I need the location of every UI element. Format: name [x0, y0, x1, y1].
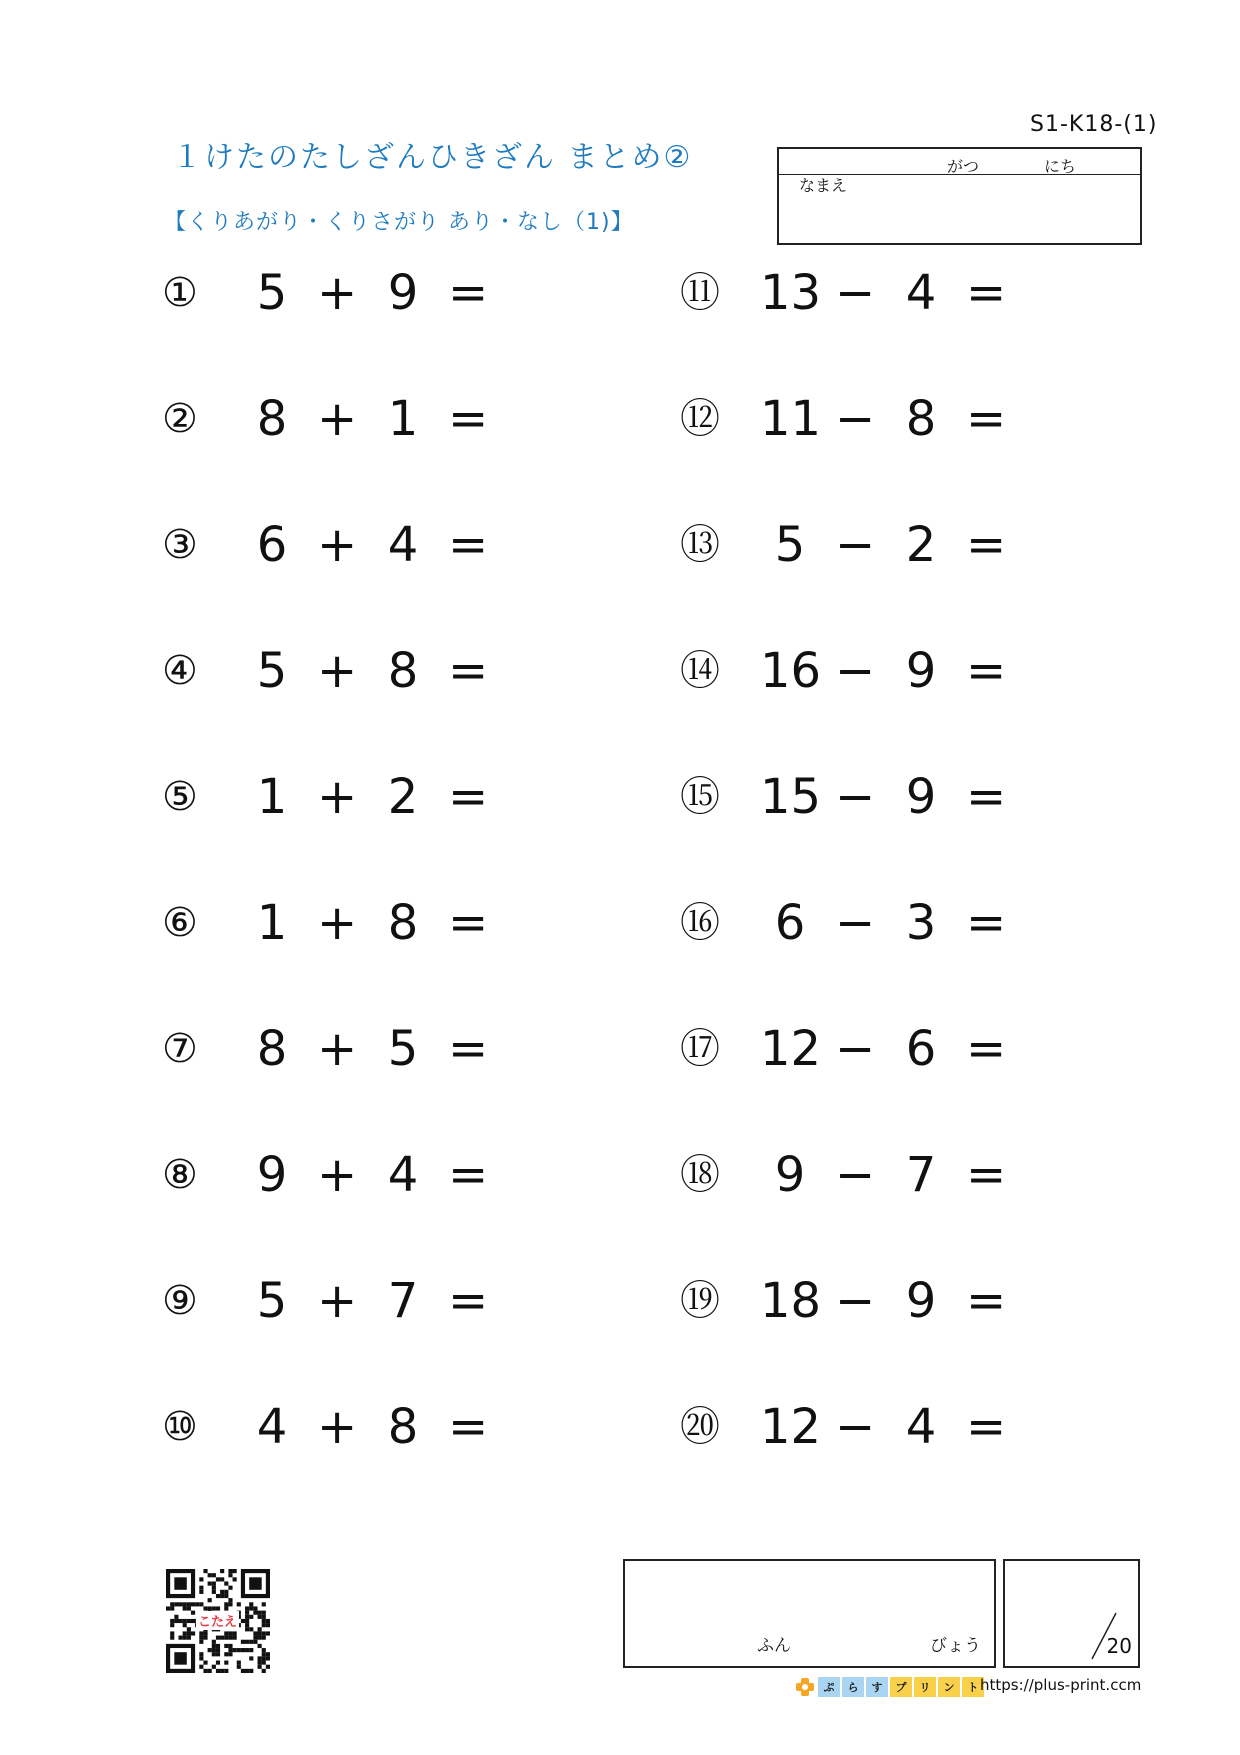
problem-item — [680, 762, 1020, 832]
operand-b: 4 — [905, 265, 937, 321]
problem-item — [680, 1266, 1020, 1336]
equals-sign: = — [966, 1021, 1007, 1077]
problem-number: ⑰ — [680, 1026, 720, 1072]
equals-sign: = — [966, 1273, 1007, 1329]
operand-b: 4 — [387, 517, 419, 573]
problem-item — [680, 510, 1020, 580]
equals-sign: = — [966, 769, 1007, 825]
problem-item — [162, 762, 502, 832]
operand-a: 4 — [256, 1399, 288, 1455]
operand-a: 5 — [256, 265, 288, 321]
operator: + — [317, 265, 358, 321]
operand-b: 1 — [387, 391, 419, 447]
minutes-label: ふん — [757, 1636, 791, 1656]
sheet-code: S1-K18-(1) — [1030, 112, 1158, 137]
name-date-box — [777, 147, 1142, 245]
worksheet-subtitle: 【くりあがり・くりさがり あり・なし（1)】 — [164, 210, 634, 235]
equals-sign: = — [448, 1273, 489, 1329]
equals-sign: = — [448, 517, 489, 573]
equals-sign: = — [448, 1021, 489, 1077]
problem-number: ⑯ — [680, 900, 720, 946]
problem-item — [162, 1014, 502, 1084]
operator: − — [835, 769, 876, 825]
operand-b: 9 — [387, 265, 419, 321]
problem-number: ⑳ — [680, 1404, 720, 1450]
problem-number: ⑬ — [680, 522, 720, 568]
problem-number: ⑨ — [162, 1278, 198, 1324]
operator: + — [317, 391, 358, 447]
day-label: にち — [1044, 157, 1077, 176]
operand-b: 4 — [387, 1147, 419, 1203]
site-url[interactable]: https://plus-print.ccm — [980, 1676, 1142, 1694]
problem-item — [162, 258, 502, 328]
operand-b: 3 — [905, 895, 937, 951]
operand-b: 2 — [387, 769, 419, 825]
operand-b: 9 — [905, 643, 937, 699]
score-total: 20 — [1106, 1634, 1132, 1658]
equals-sign: = — [448, 265, 489, 321]
problem-number: ④ — [162, 648, 198, 694]
operand-a: 5 — [256, 1273, 288, 1329]
problem-number: ① — [162, 270, 198, 316]
operand-a: 1 — [256, 895, 288, 951]
operand-a: 9 — [774, 1147, 806, 1203]
operator: − — [835, 1273, 876, 1329]
problem-item — [680, 1140, 1020, 1210]
operator: − — [835, 643, 876, 699]
time-box — [623, 1559, 996, 1668]
operator: + — [317, 517, 358, 573]
problem-number: ⑭ — [680, 648, 720, 694]
brand-tile: ト — [962, 1677, 984, 1697]
operand-a: 8 — [256, 391, 288, 447]
problem-item — [680, 888, 1020, 958]
operand-a: 11 — [760, 391, 822, 447]
month-label: がつ — [947, 157, 980, 176]
problem-item — [162, 636, 502, 706]
operator: − — [835, 1021, 876, 1077]
plus-logo-icon — [795, 1677, 815, 1697]
answer-qr-code[interactable] — [166, 1569, 270, 1673]
problem-item — [680, 636, 1020, 706]
operator: − — [835, 391, 876, 447]
operand-a: 6 — [256, 517, 288, 573]
equals-sign: = — [966, 1399, 1007, 1455]
operator: + — [317, 769, 358, 825]
problem-number: ⑮ — [680, 774, 720, 820]
brand-tile: す — [866, 1677, 888, 1697]
problem-number: ⑦ — [162, 1026, 198, 1072]
brand-tile: プ — [890, 1677, 912, 1697]
problem-item — [162, 888, 502, 958]
operand-b: 5 — [387, 1021, 419, 1077]
problem-item — [162, 510, 502, 580]
problem-number: ③ — [162, 522, 198, 568]
operator: + — [317, 1273, 358, 1329]
operator: + — [317, 895, 358, 951]
problem-number: ⑩ — [162, 1404, 198, 1450]
operand-a: 5 — [774, 517, 806, 573]
equals-sign: = — [448, 895, 489, 951]
equals-sign: = — [448, 643, 489, 699]
equals-sign: = — [448, 391, 489, 447]
brand-tile: ン — [938, 1677, 960, 1697]
operator: − — [835, 1399, 876, 1455]
problem-number: ⑤ — [162, 774, 198, 820]
operator: + — [317, 1021, 358, 1077]
operand-a: 12 — [760, 1021, 822, 1077]
operand-a: 12 — [760, 1399, 822, 1455]
operator: − — [835, 895, 876, 951]
problem-item — [162, 1140, 502, 1210]
equals-sign: = — [448, 769, 489, 825]
operand-a: 1 — [256, 769, 288, 825]
operand-b: 8 — [905, 391, 937, 447]
brand-tile: リ — [914, 1677, 936, 1697]
operand-a: 5 — [256, 643, 288, 699]
operand-b: 8 — [387, 1399, 419, 1455]
operand-a: 18 — [760, 1273, 822, 1329]
operand-a: 16 — [760, 643, 822, 699]
problem-number: ⑫ — [680, 396, 720, 442]
problem-item — [162, 384, 502, 454]
operand-b: 9 — [905, 769, 937, 825]
name-label: なまえ — [799, 176, 848, 195]
operand-b: 9 — [905, 1273, 937, 1329]
operand-b: 8 — [387, 643, 419, 699]
operand-b: 4 — [905, 1399, 937, 1455]
equals-sign: = — [966, 391, 1007, 447]
problem-item — [680, 1014, 1020, 1084]
operand-a: 8 — [256, 1021, 288, 1077]
worksheet-title: １けたのたしざんひきざん まとめ② — [172, 140, 693, 175]
operand-b: 7 — [387, 1273, 419, 1329]
operand-b: 7 — [905, 1147, 937, 1203]
problem-number: ⑱ — [680, 1152, 720, 1198]
brand-logo — [795, 1675, 984, 1699]
seconds-label: びょう — [930, 1636, 981, 1656]
operand-b: 6 — [905, 1021, 937, 1077]
operator: − — [835, 517, 876, 573]
equals-sign: = — [966, 643, 1007, 699]
operand-b: 8 — [387, 895, 419, 951]
operator: + — [317, 643, 358, 699]
problem-item — [680, 1392, 1020, 1462]
problem-number: ⑪ — [680, 270, 720, 316]
operator: − — [835, 265, 876, 321]
equals-sign: = — [966, 517, 1007, 573]
operand-b: 2 — [905, 517, 937, 573]
problem-number: ⑧ — [162, 1152, 198, 1198]
problem-item — [680, 258, 1020, 328]
brand-tile: ら — [842, 1677, 864, 1697]
qr-answer-label: こたえ — [196, 1611, 239, 1630]
score-box — [1003, 1559, 1140, 1668]
operand-a: 13 — [760, 265, 822, 321]
equals-sign: = — [966, 1147, 1007, 1203]
operator: − — [835, 1147, 876, 1203]
operand-a: 6 — [774, 895, 806, 951]
equals-sign: = — [966, 895, 1007, 951]
brand-tile: ぷ — [818, 1677, 840, 1697]
equals-sign: = — [448, 1147, 489, 1203]
problem-number: ⑲ — [680, 1278, 720, 1324]
operator: + — [317, 1147, 358, 1203]
problem-item — [680, 384, 1020, 454]
operand-a: 15 — [760, 769, 822, 825]
problem-item — [162, 1266, 502, 1336]
operator: + — [317, 1399, 358, 1455]
equals-sign: = — [448, 1399, 489, 1455]
equals-sign: = — [966, 265, 1007, 321]
operand-a: 9 — [256, 1147, 288, 1203]
problem-number: ② — [162, 396, 198, 442]
problem-number: ⑥ — [162, 900, 198, 946]
problem-item — [162, 1392, 502, 1462]
